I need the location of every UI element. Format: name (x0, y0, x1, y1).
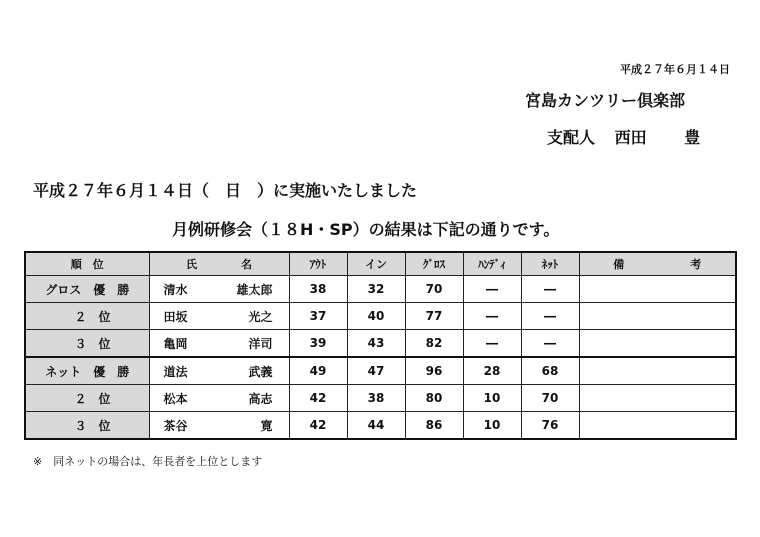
player-family-name: 亀岡 (163, 336, 188, 351)
gross-score-cell: 96 (405, 357, 463, 385)
player-given-name: 寛 (260, 418, 273, 433)
in-score-cell: 47 (347, 357, 405, 385)
header-remarks: 備 考 (579, 252, 736, 276)
net-score-cell: 70 (521, 385, 579, 412)
rank-cell: ３ 位 (25, 330, 149, 358)
rank-cell: ２ 位 (25, 385, 149, 412)
player-family-name: 道法 (163, 364, 188, 379)
manager-given-name: 豊 (684, 128, 701, 147)
gross-score-cell: 82 (405, 330, 463, 358)
header-out: ｱｳﾄ (289, 252, 347, 276)
handicap-cell: 10 (463, 385, 521, 412)
remarks-cell (579, 357, 736, 385)
table-row (25, 330, 736, 358)
table-row (25, 276, 736, 303)
rank-cell: ３ 位 (25, 412, 149, 440)
net-score-cell: ― (521, 330, 579, 358)
rank-cell: グロス 優 勝 (25, 276, 149, 303)
gross-score-cell: 80 (405, 385, 463, 412)
in-score-cell: 44 (347, 412, 405, 440)
player-given-name: 武義 (248, 364, 273, 379)
player-family-name: 田坂 (163, 309, 188, 324)
manager-title: 支配人 (547, 128, 596, 147)
rank-cell: ２ 位 (25, 303, 149, 330)
gross-score-cell: 77 (405, 303, 463, 330)
club-name: 宮島カンツリー倶楽部 (525, 91, 686, 110)
handicap-cell: 28 (463, 357, 521, 385)
out-score-cell: 42 (289, 412, 347, 440)
handicap-cell: 10 (463, 412, 521, 440)
in-score-cell: 38 (347, 385, 405, 412)
remarks-cell (579, 303, 736, 330)
player-name-cell (149, 303, 289, 330)
table-row (25, 357, 736, 385)
handicap-cell: ― (463, 303, 521, 330)
header-handicap: ﾊﾝﾃﾞｨ (463, 252, 521, 276)
rank-cell: ネット 優 勝 (25, 357, 149, 385)
net-score-cell: ― (521, 303, 579, 330)
player-family-name: 清水 (163, 282, 188, 297)
gross-score-cell: 70 (405, 276, 463, 303)
handicap-cell: ― (463, 330, 521, 358)
footnote: ※ 同ネットの場合は、年長者を上位とします (33, 455, 263, 468)
table-header-row (25, 252, 736, 276)
table-row (25, 385, 736, 412)
header-in: イン (347, 252, 405, 276)
player-family-name: 松本 (163, 391, 188, 406)
out-score-cell: 37 (289, 303, 347, 330)
player-name-cell (149, 330, 289, 358)
in-score-cell: 43 (347, 330, 405, 358)
intro-line-2: 月例研修会（１８H・SP）の結果は下記の通りです。 (172, 220, 560, 239)
table-row (25, 303, 736, 330)
header-name: 氏 名 (149, 252, 289, 276)
player-given-name: 雄太郎 (236, 282, 273, 297)
in-score-cell: 40 (347, 303, 405, 330)
in-score-cell: 32 (347, 276, 405, 303)
out-score-cell: 49 (289, 357, 347, 385)
gross-score-cell: 86 (405, 412, 463, 440)
results-table (24, 251, 737, 440)
manager-family-name: 西田 (614, 128, 647, 147)
header-rank: 順 位 (25, 252, 149, 276)
player-name-cell (149, 276, 289, 303)
player-given-name: 洋司 (248, 336, 273, 351)
intro-line-1: 平成２７年６月１４日（ 日 ）に実施いたしました (33, 181, 418, 200)
net-score-cell: 68 (521, 357, 579, 385)
issue-date: 平成２７年６月１４日 (620, 63, 730, 76)
player-given-name: 光之 (248, 309, 273, 324)
out-score-cell: 39 (289, 330, 347, 358)
out-score-cell: 42 (289, 385, 347, 412)
player-given-name: 高志 (248, 391, 273, 406)
handicap-cell: ― (463, 276, 521, 303)
player-name-cell (149, 385, 289, 412)
player-name-cell (149, 412, 289, 440)
out-score-cell: 38 (289, 276, 347, 303)
net-score-cell: 76 (521, 412, 579, 440)
remarks-cell (579, 385, 736, 412)
manager-signature (547, 125, 714, 148)
remarks-cell (579, 276, 736, 303)
header-net: ﾈｯﾄ (521, 252, 579, 276)
table-row (25, 412, 736, 440)
remarks-cell (579, 330, 736, 358)
header-gross: ｸﾞﾛｽ (405, 252, 463, 276)
remarks-cell (579, 412, 736, 440)
net-score-cell: ― (521, 276, 579, 303)
player-family-name: 茶谷 (163, 418, 188, 433)
player-name-cell (149, 357, 289, 385)
